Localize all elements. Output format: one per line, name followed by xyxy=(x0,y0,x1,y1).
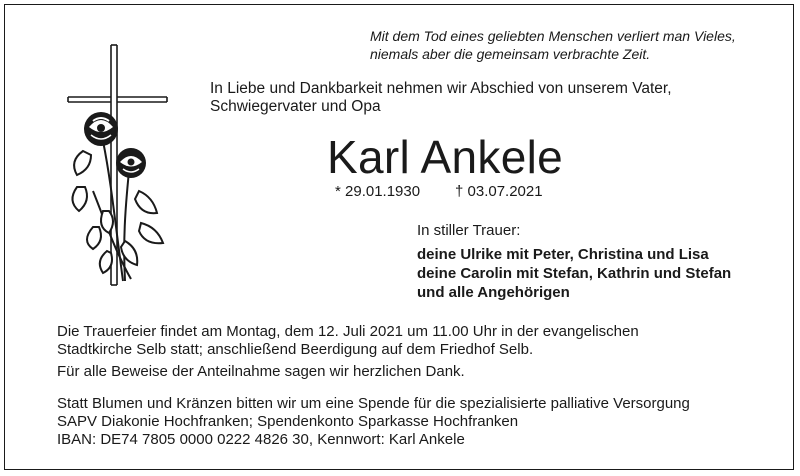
birth-date: * 29.01.1930 xyxy=(335,183,421,200)
funeral-line-1: Die Trauerfeier findet am Montag, dem 12. Juli 2021 um 11.00 Uhr in der evangelischen xyxy=(57,323,639,340)
funeral-notice xyxy=(57,323,777,359)
life-dates xyxy=(335,183,543,201)
cross-with-roses-icon xyxy=(63,41,173,291)
donation-line-2: SAPV Diakonie Hochfranken; Spendenkonto Sparkasse Hochfranken xyxy=(57,413,519,430)
farewell-intro xyxy=(210,80,770,116)
mourning-label: In stiller Trauer: xyxy=(417,222,521,239)
mourner-line: deine Carolin mit Stefan, Kathrin und Stefan xyxy=(417,265,732,282)
mourners-list xyxy=(417,245,787,302)
funeral-line-2: Stadtkirche Selb statt; anschließend Beerdigung auf dem Friedhof Selb. xyxy=(57,341,534,358)
obituary-card xyxy=(4,4,794,470)
intro-line-2: Schwiegervater und Opa xyxy=(210,98,381,115)
death-date: † 03.07.2021 xyxy=(455,183,543,200)
mourner-line: deine Ulrike mit Peter, Christina und Lisa xyxy=(417,246,709,263)
donation-note xyxy=(57,395,777,449)
intro-line-1: In Liebe und Dankbarkeit nehmen wir Abschied von unserem Vater, xyxy=(210,80,672,97)
donation-line-1: Statt Blumen und Kränzen bitten wir um eine Spende für die spezialisierte palliative Versorgung xyxy=(57,395,690,412)
thanks-note: Für alle Beweise der Anteilnahme sagen wir herzlichen Dank. xyxy=(57,363,465,380)
memorial-quote xyxy=(370,27,780,63)
donation-line-3: IBAN: DE74 7805 0000 0222 4826 30, Kennwort: Karl Ankele xyxy=(57,431,465,448)
quote-line-2: niemals aber die gemeinsam verbrachte Zeit. xyxy=(370,46,651,62)
quote-line-1: Mit dem Tod eines geliebten Menschen verliert man Vieles, xyxy=(370,28,736,44)
deceased-name: Karl Ankele xyxy=(327,131,563,183)
mourner-line: und alle Angehörigen xyxy=(417,284,570,301)
